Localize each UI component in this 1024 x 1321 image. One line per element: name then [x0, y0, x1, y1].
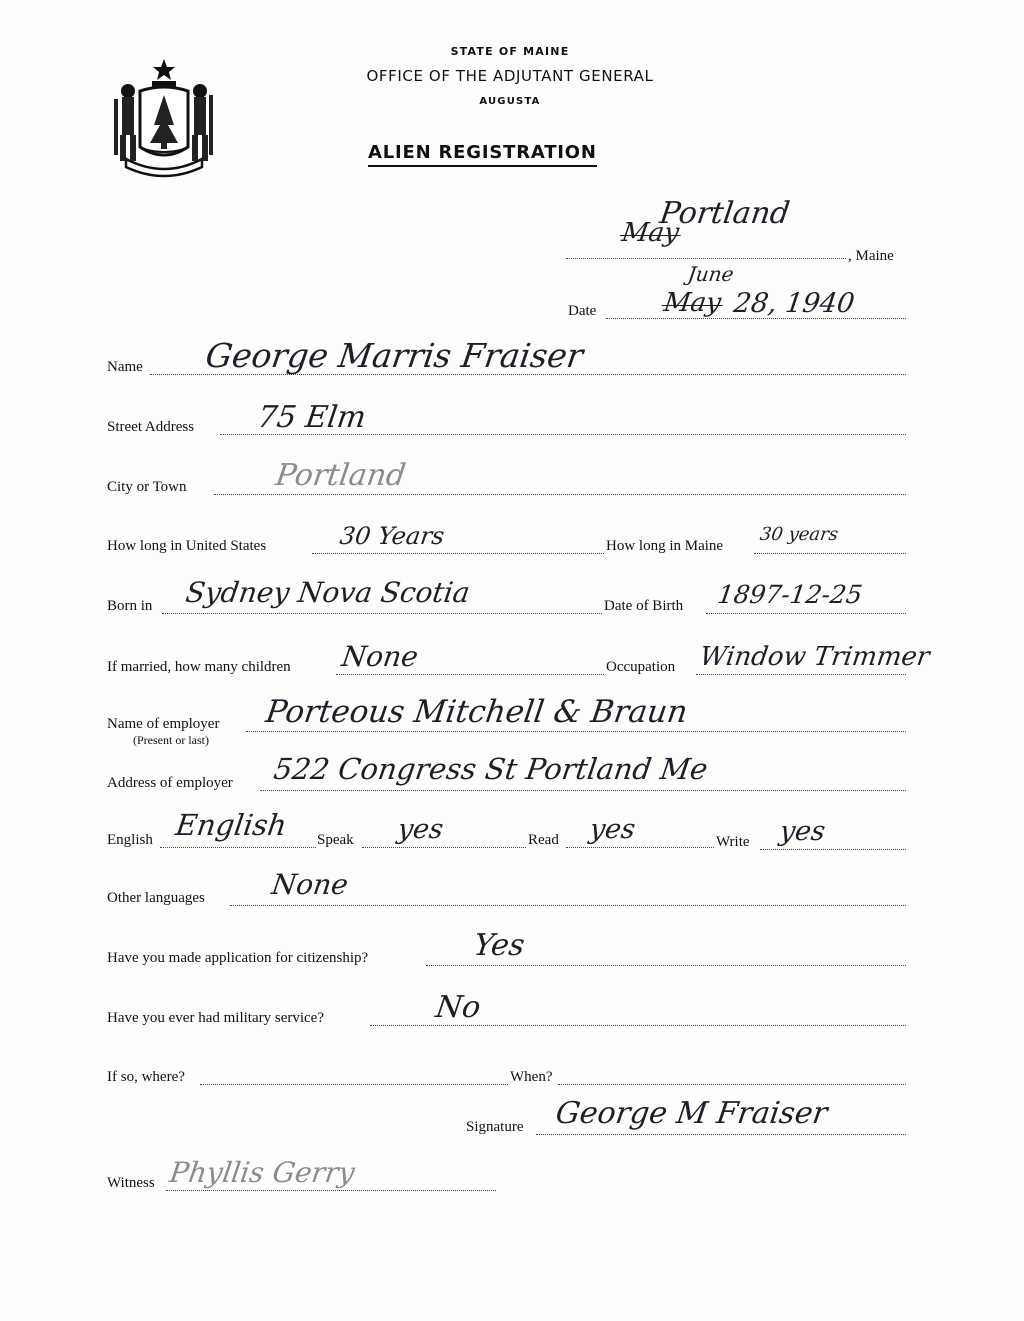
employer-label: Name of employer — [107, 716, 220, 732]
header-office: OFFICE OF THE ADJUTANT GENERAL — [366, 67, 654, 85]
employer-line — [246, 731, 906, 732]
signature-line — [536, 1134, 906, 1135]
occupation-line — [696, 674, 906, 675]
born-in-label: Born in — [107, 598, 153, 614]
street-address-value[interactable]: 75 Elm — [255, 400, 369, 435]
military-value[interactable]: No — [433, 990, 483, 1025]
citizenship-line — [426, 965, 906, 966]
place-suffix: , Maine — [848, 248, 894, 264]
employer-value[interactable]: Porteous Mitchell & Braun — [263, 694, 690, 730]
speak-label: Speak — [317, 832, 354, 848]
write-label: Write — [716, 834, 750, 850]
witness-line — [166, 1190, 496, 1191]
date-of-birth-line — [706, 613, 906, 614]
place-line — [566, 258, 846, 259]
how-long-maine-label: How long in Maine — [606, 538, 724, 554]
speak-value[interactable]: yes — [395, 814, 446, 845]
born-in-value[interactable]: Sydney Nova Scotia — [183, 576, 472, 609]
how-long-maine-value[interactable]: 30 years — [758, 524, 840, 545]
city-town-line — [214, 494, 906, 495]
english-label: English — [107, 832, 153, 848]
citizenship-value[interactable]: Yes — [471, 928, 527, 963]
date-value[interactable]: 28, 1940 — [731, 288, 857, 319]
where-line — [200, 1084, 508, 1085]
street-address-label: Street Address — [107, 419, 195, 435]
children-value[interactable]: None — [339, 640, 421, 673]
employer-address-line — [260, 790, 906, 791]
english-line — [160, 847, 316, 848]
name-value[interactable]: George Marris Fraiser — [203, 336, 586, 375]
other-languages-value[interactable]: None — [269, 868, 351, 901]
write-line — [760, 849, 906, 850]
date-struck-month: May — [661, 288, 723, 318]
read-line — [566, 847, 714, 848]
how-long-us-label: How long in United States — [107, 538, 267, 554]
children-label: If married, how many children — [107, 659, 291, 675]
citizenship-label: Have you made application for citizenship? — [107, 950, 369, 966]
when-label: When? — [510, 1069, 553, 1085]
city-town-value[interactable]: Portland — [273, 458, 408, 493]
occupation-label: Occupation — [606, 659, 676, 675]
name-label: Name — [107, 359, 143, 375]
witness-value[interactable]: Phyllis Gerry — [167, 1156, 357, 1189]
how-long-us-value[interactable]: 30 Years — [338, 522, 447, 550]
signature-label: Signature — [466, 1119, 524, 1135]
born-in-line — [162, 613, 602, 614]
city-town-label: City or Town — [107, 479, 187, 495]
date-of-birth-label: Date of Birth — [604, 598, 684, 614]
speak-line — [362, 847, 526, 848]
read-label: Read — [528, 832, 559, 848]
form-title: ALIEN REGISTRATION — [368, 142, 597, 167]
employer-address-label: Address of employer — [107, 775, 233, 791]
english-value[interactable]: English — [173, 808, 289, 842]
read-value[interactable]: yes — [587, 814, 638, 845]
other-languages-label: Other languages — [107, 890, 205, 906]
place-value[interactable]: Portland — [657, 196, 792, 231]
header-city: AUGUSTA — [479, 96, 541, 107]
how-long-us-line — [312, 553, 604, 554]
date-month-above: June — [686, 262, 736, 286]
employer-sublabel: (Present or last) — [133, 733, 209, 747]
employer-address-value[interactable]: 522 Congress St Portland Me — [271, 752, 710, 786]
date-label: Date — [568, 303, 597, 319]
how-long-maine-line — [754, 553, 906, 554]
header-state: STATE OF MAINE — [450, 45, 570, 58]
write-value[interactable]: yes — [777, 816, 828, 847]
when-line — [558, 1084, 906, 1085]
military-line — [370, 1025, 906, 1026]
state-seal-icon — [108, 55, 220, 185]
date-of-birth-value[interactable]: 1897-12-25 — [715, 580, 865, 609]
signature-value[interactable]: George M Fraiser — [553, 1096, 830, 1131]
witness-label: Witness — [107, 1175, 155, 1191]
place-struck-value: May — [619, 218, 681, 248]
occupation-value[interactable]: Window Trimmer — [697, 642, 932, 672]
where-label: If so, where? — [107, 1069, 185, 1085]
other-languages-line — [230, 905, 906, 906]
military-label: Have you ever had military service? — [107, 1010, 324, 1026]
children-line — [336, 674, 604, 675]
